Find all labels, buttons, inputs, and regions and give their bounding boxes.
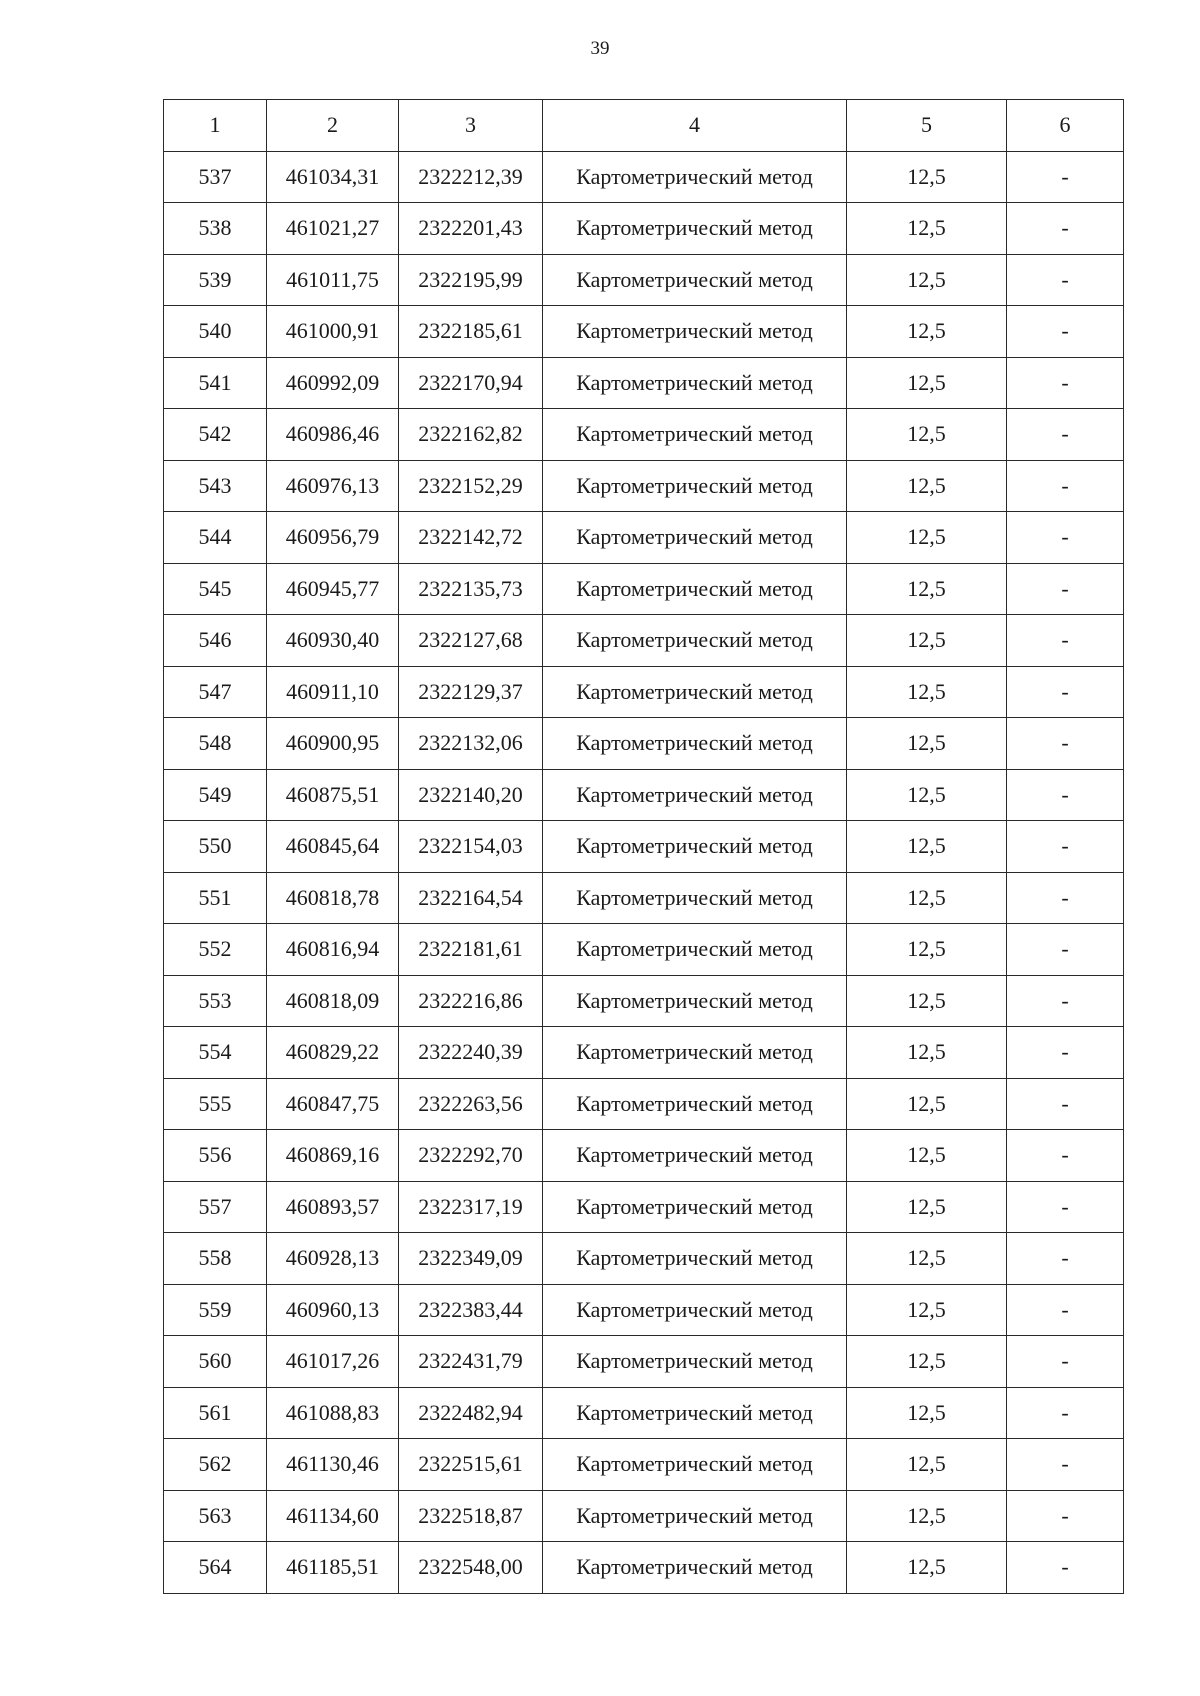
y-coordinate-cell: 2322482,94 bbox=[399, 1387, 543, 1439]
x-coordinate-cell: 461034,31 bbox=[267, 151, 399, 203]
x-coordinate-cell: 460930,40 bbox=[267, 615, 399, 667]
accuracy-cell: 12,5 bbox=[847, 409, 1007, 461]
y-coordinate-cell: 2322317,19 bbox=[399, 1181, 543, 1233]
note-cell: - bbox=[1007, 1542, 1124, 1594]
y-coordinate-cell: 2322263,56 bbox=[399, 1078, 543, 1130]
x-coordinate-cell: 461017,26 bbox=[267, 1336, 399, 1388]
note-cell: - bbox=[1007, 512, 1124, 564]
accuracy-cell: 12,5 bbox=[847, 666, 1007, 718]
y-coordinate-cell: 2322154,03 bbox=[399, 821, 543, 873]
x-coordinate-cell: 460928,13 bbox=[267, 1233, 399, 1285]
accuracy-cell: 12,5 bbox=[847, 1130, 1007, 1182]
note-cell: - bbox=[1007, 1130, 1124, 1182]
method-cell: Картометрический метод bbox=[543, 357, 847, 409]
method-cell: Картометрический метод bbox=[543, 460, 847, 512]
note-cell: - bbox=[1007, 306, 1124, 358]
accuracy-cell: 12,5 bbox=[847, 512, 1007, 564]
table-row bbox=[164, 203, 1124, 255]
accuracy-cell: 12,5 bbox=[847, 306, 1007, 358]
table-row bbox=[164, 563, 1124, 615]
accuracy-cell: 12,5 bbox=[847, 1542, 1007, 1594]
x-coordinate-cell: 460900,95 bbox=[267, 718, 399, 770]
x-coordinate-cell: 460818,09 bbox=[267, 975, 399, 1027]
point-number-cell: 558 bbox=[164, 1233, 267, 1285]
method-cell: Картометрический метод bbox=[543, 666, 847, 718]
note-cell: - bbox=[1007, 1233, 1124, 1285]
table-row bbox=[164, 409, 1124, 461]
x-coordinate-cell: 460847,75 bbox=[267, 1078, 399, 1130]
y-coordinate-cell: 2322349,09 bbox=[399, 1233, 543, 1285]
note-cell: - bbox=[1007, 769, 1124, 821]
method-cell: Картометрический метод bbox=[543, 872, 847, 924]
column-header-5: 5 bbox=[847, 100, 1007, 152]
note-cell: - bbox=[1007, 203, 1124, 255]
note-cell: - bbox=[1007, 1027, 1124, 1079]
point-number-cell: 538 bbox=[164, 203, 267, 255]
y-coordinate-cell: 2322135,73 bbox=[399, 563, 543, 615]
y-coordinate-cell: 2322132,06 bbox=[399, 718, 543, 770]
table-row bbox=[164, 1284, 1124, 1336]
point-number-cell: 563 bbox=[164, 1490, 267, 1542]
point-number-cell: 553 bbox=[164, 975, 267, 1027]
note-cell: - bbox=[1007, 460, 1124, 512]
x-coordinate-cell: 461088,83 bbox=[267, 1387, 399, 1439]
x-coordinate-cell: 461000,91 bbox=[267, 306, 399, 358]
point-number-cell: 549 bbox=[164, 769, 267, 821]
point-number-cell: 564 bbox=[164, 1542, 267, 1594]
table-header bbox=[164, 100, 1124, 152]
point-number-cell: 559 bbox=[164, 1284, 267, 1336]
accuracy-cell: 12,5 bbox=[847, 1439, 1007, 1491]
accuracy-cell: 12,5 bbox=[847, 1284, 1007, 1336]
y-coordinate-cell: 2322142,72 bbox=[399, 512, 543, 564]
note-cell: - bbox=[1007, 409, 1124, 461]
table-row bbox=[164, 872, 1124, 924]
accuracy-cell: 12,5 bbox=[847, 718, 1007, 770]
x-coordinate-cell: 460911,10 bbox=[267, 666, 399, 718]
method-cell: Картометрический метод bbox=[543, 1490, 847, 1542]
point-number-cell: 550 bbox=[164, 821, 267, 873]
table-row bbox=[164, 769, 1124, 821]
y-coordinate-cell: 2322518,87 bbox=[399, 1490, 543, 1542]
y-coordinate-cell: 2322164,54 bbox=[399, 872, 543, 924]
method-cell: Картометрический метод bbox=[543, 1130, 847, 1182]
point-number-cell: 539 bbox=[164, 254, 267, 306]
column-header-3: 3 bbox=[399, 100, 543, 152]
page-number: 39 bbox=[590, 38, 610, 59]
table-row bbox=[164, 1233, 1124, 1285]
method-cell: Картометрический метод bbox=[543, 1078, 847, 1130]
table-row bbox=[164, 1542, 1124, 1594]
table-row bbox=[164, 821, 1124, 873]
y-coordinate-cell: 2322431,79 bbox=[399, 1336, 543, 1388]
y-coordinate-cell: 2322292,70 bbox=[399, 1130, 543, 1182]
table-row bbox=[164, 1490, 1124, 1542]
note-cell: - bbox=[1007, 1336, 1124, 1388]
accuracy-cell: 12,5 bbox=[847, 1336, 1007, 1388]
method-cell: Картометрический метод bbox=[543, 924, 847, 976]
y-coordinate-cell: 2322515,61 bbox=[399, 1439, 543, 1491]
method-cell: Картометрический метод bbox=[543, 306, 847, 358]
table-body bbox=[164, 151, 1124, 1593]
method-cell: Картометрический метод bbox=[543, 563, 847, 615]
point-number-cell: 556 bbox=[164, 1130, 267, 1182]
table-row bbox=[164, 718, 1124, 770]
point-number-cell: 554 bbox=[164, 1027, 267, 1079]
table-row bbox=[164, 1130, 1124, 1182]
accuracy-cell: 12,5 bbox=[847, 1490, 1007, 1542]
note-cell: - bbox=[1007, 924, 1124, 976]
method-cell: Картометрический метод bbox=[543, 254, 847, 306]
x-coordinate-cell: 461130,46 bbox=[267, 1439, 399, 1491]
coordinates-table bbox=[163, 99, 1124, 1594]
method-cell: Картометрический метод bbox=[543, 151, 847, 203]
method-cell: Картометрический метод bbox=[543, 1542, 847, 1594]
note-cell: - bbox=[1007, 1387, 1124, 1439]
accuracy-cell: 12,5 bbox=[847, 254, 1007, 306]
accuracy-cell: 12,5 bbox=[847, 769, 1007, 821]
point-number-cell: 541 bbox=[164, 357, 267, 409]
accuracy-cell: 12,5 bbox=[847, 151, 1007, 203]
table-row bbox=[164, 460, 1124, 512]
accuracy-cell: 12,5 bbox=[847, 872, 1007, 924]
accuracy-cell: 12,5 bbox=[847, 1078, 1007, 1130]
y-coordinate-cell: 2322195,99 bbox=[399, 254, 543, 306]
note-cell: - bbox=[1007, 975, 1124, 1027]
point-number-cell: 537 bbox=[164, 151, 267, 203]
note-cell: - bbox=[1007, 151, 1124, 203]
method-cell: Картометрический метод bbox=[543, 615, 847, 667]
table-row bbox=[164, 924, 1124, 976]
y-coordinate-cell: 2322383,44 bbox=[399, 1284, 543, 1336]
x-coordinate-cell: 460976,13 bbox=[267, 460, 399, 512]
point-number-cell: 557 bbox=[164, 1181, 267, 1233]
x-coordinate-cell: 461021,27 bbox=[267, 203, 399, 255]
point-number-cell: 552 bbox=[164, 924, 267, 976]
accuracy-cell: 12,5 bbox=[847, 924, 1007, 976]
y-coordinate-cell: 2322548,00 bbox=[399, 1542, 543, 1594]
note-cell: - bbox=[1007, 872, 1124, 924]
note-cell: - bbox=[1007, 563, 1124, 615]
y-coordinate-cell: 2322240,39 bbox=[399, 1027, 543, 1079]
point-number-cell: 562 bbox=[164, 1439, 267, 1491]
accuracy-cell: 12,5 bbox=[847, 1387, 1007, 1439]
x-coordinate-cell: 461011,75 bbox=[267, 254, 399, 306]
point-number-cell: 555 bbox=[164, 1078, 267, 1130]
x-coordinate-cell: 460818,78 bbox=[267, 872, 399, 924]
y-coordinate-cell: 2322181,61 bbox=[399, 924, 543, 976]
table-row bbox=[164, 1336, 1124, 1388]
note-cell: - bbox=[1007, 615, 1124, 667]
note-cell: - bbox=[1007, 666, 1124, 718]
table-row bbox=[164, 1439, 1124, 1491]
column-header-6: 6 bbox=[1007, 100, 1124, 152]
point-number-cell: 547 bbox=[164, 666, 267, 718]
method-cell: Картометрический метод bbox=[543, 1181, 847, 1233]
y-coordinate-cell: 2322170,94 bbox=[399, 357, 543, 409]
point-number-cell: 546 bbox=[164, 615, 267, 667]
note-cell: - bbox=[1007, 254, 1124, 306]
method-cell: Картометрический метод bbox=[543, 1336, 847, 1388]
table-row bbox=[164, 1387, 1124, 1439]
y-coordinate-cell: 2322185,61 bbox=[399, 306, 543, 358]
method-cell: Картометрический метод bbox=[543, 769, 847, 821]
method-cell: Картометрический метод bbox=[543, 203, 847, 255]
y-coordinate-cell: 2322152,29 bbox=[399, 460, 543, 512]
point-number-cell: 540 bbox=[164, 306, 267, 358]
x-coordinate-cell: 461185,51 bbox=[267, 1542, 399, 1594]
table-row bbox=[164, 1027, 1124, 1079]
accuracy-cell: 12,5 bbox=[847, 1027, 1007, 1079]
column-header-1: 1 bbox=[164, 100, 267, 152]
table-row bbox=[164, 975, 1124, 1027]
note-cell: - bbox=[1007, 1439, 1124, 1491]
y-coordinate-cell: 2322162,82 bbox=[399, 409, 543, 461]
table-row bbox=[164, 306, 1124, 358]
x-coordinate-cell: 460960,13 bbox=[267, 1284, 399, 1336]
note-cell: - bbox=[1007, 1490, 1124, 1542]
point-number-cell: 561 bbox=[164, 1387, 267, 1439]
method-cell: Картометрический метод bbox=[543, 1233, 847, 1285]
method-cell: Картометрический метод bbox=[543, 718, 847, 770]
table-row bbox=[164, 615, 1124, 667]
accuracy-cell: 12,5 bbox=[847, 821, 1007, 873]
method-cell: Картометрический метод bbox=[543, 821, 847, 873]
column-header-2: 2 bbox=[267, 100, 399, 152]
y-coordinate-cell: 2322201,43 bbox=[399, 203, 543, 255]
column-header-4: 4 bbox=[543, 100, 847, 152]
accuracy-cell: 12,5 bbox=[847, 563, 1007, 615]
point-number-cell: 544 bbox=[164, 512, 267, 564]
accuracy-cell: 12,5 bbox=[847, 203, 1007, 255]
table-row bbox=[164, 254, 1124, 306]
y-coordinate-cell: 2322140,20 bbox=[399, 769, 543, 821]
method-cell: Картометрический метод bbox=[543, 1439, 847, 1491]
point-number-cell: 543 bbox=[164, 460, 267, 512]
point-number-cell: 542 bbox=[164, 409, 267, 461]
table-header-row bbox=[164, 100, 1124, 152]
accuracy-cell: 12,5 bbox=[847, 1181, 1007, 1233]
accuracy-cell: 12,5 bbox=[847, 357, 1007, 409]
method-cell: Картометрический метод bbox=[543, 975, 847, 1027]
x-coordinate-cell: 460986,46 bbox=[267, 409, 399, 461]
method-cell: Картометрический метод bbox=[543, 1387, 847, 1439]
x-coordinate-cell: 460992,09 bbox=[267, 357, 399, 409]
table-row bbox=[164, 357, 1124, 409]
table-row bbox=[164, 1078, 1124, 1130]
table-row bbox=[164, 512, 1124, 564]
y-coordinate-cell: 2322129,37 bbox=[399, 666, 543, 718]
x-coordinate-cell: 460875,51 bbox=[267, 769, 399, 821]
note-cell: - bbox=[1007, 357, 1124, 409]
point-number-cell: 548 bbox=[164, 718, 267, 770]
x-coordinate-cell: 460829,22 bbox=[267, 1027, 399, 1079]
point-number-cell: 551 bbox=[164, 872, 267, 924]
table-row bbox=[164, 1181, 1124, 1233]
note-cell: - bbox=[1007, 821, 1124, 873]
note-cell: - bbox=[1007, 718, 1124, 770]
point-number-cell: 545 bbox=[164, 563, 267, 615]
accuracy-cell: 12,5 bbox=[847, 975, 1007, 1027]
accuracy-cell: 12,5 bbox=[847, 460, 1007, 512]
method-cell: Картометрический метод bbox=[543, 512, 847, 564]
accuracy-cell: 12,5 bbox=[847, 1233, 1007, 1285]
x-coordinate-cell: 460893,57 bbox=[267, 1181, 399, 1233]
x-coordinate-cell: 461134,60 bbox=[267, 1490, 399, 1542]
x-coordinate-cell: 460945,77 bbox=[267, 563, 399, 615]
y-coordinate-cell: 2322127,68 bbox=[399, 615, 543, 667]
table-row bbox=[164, 666, 1124, 718]
note-cell: - bbox=[1007, 1078, 1124, 1130]
x-coordinate-cell: 460845,64 bbox=[267, 821, 399, 873]
method-cell: Картометрический метод bbox=[543, 1027, 847, 1079]
method-cell: Картометрический метод bbox=[543, 409, 847, 461]
y-coordinate-cell: 2322216,86 bbox=[399, 975, 543, 1027]
table-row bbox=[164, 151, 1124, 203]
method-cell: Картометрический метод bbox=[543, 1284, 847, 1336]
x-coordinate-cell: 460816,94 bbox=[267, 924, 399, 976]
y-coordinate-cell: 2322212,39 bbox=[399, 151, 543, 203]
x-coordinate-cell: 460869,16 bbox=[267, 1130, 399, 1182]
x-coordinate-cell: 460956,79 bbox=[267, 512, 399, 564]
note-cell: - bbox=[1007, 1284, 1124, 1336]
point-number-cell: 560 bbox=[164, 1336, 267, 1388]
accuracy-cell: 12,5 bbox=[847, 615, 1007, 667]
note-cell: - bbox=[1007, 1181, 1124, 1233]
